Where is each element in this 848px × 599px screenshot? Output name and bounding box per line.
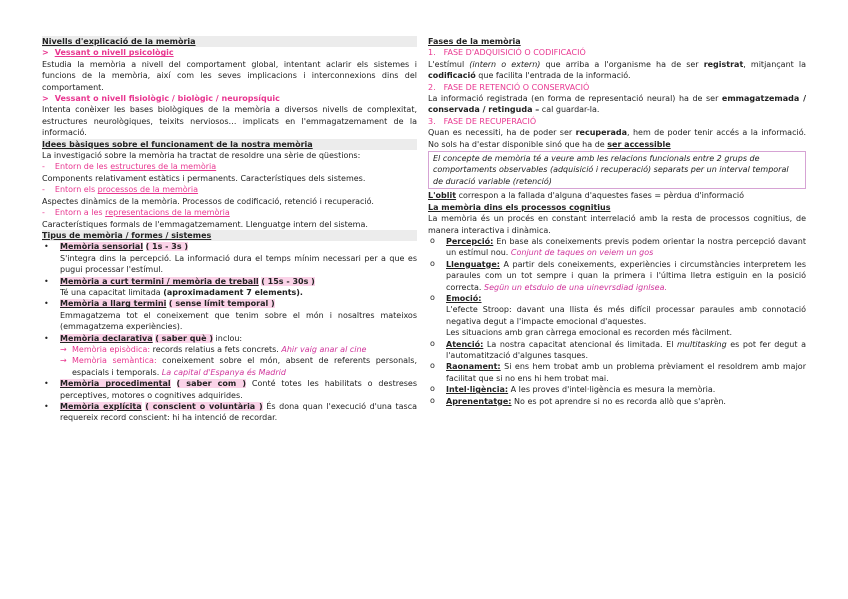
section-title-cognitive: La memòria dins els processos cognitius [428,202,611,212]
list-item-sensory: • Memòria sensorial ( 1s - 3s ) [42,241,417,252]
phase-2-heading: 2. FASE DE RETENCIÓ O CONSERVACIÓ [428,82,590,92]
list-item-semantic: → Memòria semàntica: coneixement sobre el món, absent de referents personals, espacials i temporals. La capital d'Espanya és Madrid [42,355,417,378]
paragraph-cognitive-intro: La memòria és un procés en constant interrelació amb la resta de processos cognitius, de manera interactiva i dinàmica. [428,214,806,235]
list-item-perception: o Percepció: En base als coneixements previs podem orientar la nostra percepció davant un estímul nou. Conjunt de taques on veiem un gos [428,236,806,259]
section-title-phases: Fases de la memòria [428,37,521,46]
question-representations: - Entorn a les representacions de la memòria [42,208,230,218]
arrow-icon: > [42,94,49,104]
list-item-long-term-text: Emmagatzema tot el coneixement que tenim sobre el món i nosaltres mateixos (emmagatzema experiències). [60,310,417,332]
phase-3-heading: 3. FASE DE RECUPERACIÓ [428,116,537,126]
phase-3-text: Quan es necessiti, ha de poder ser recuperada, hem de poder tenir accés a la informació. No sols ha d'estar disponible sinó que ha de ser accessible [428,128,807,149]
paragraph-basic-intro: La investigació sobre la memòria ha tractat de resoldre una sèrie de qüestions: [42,151,361,161]
phase-2-text: La informació registrada (en forma de representació neural) ha de ser emmagatzemada / conservada / retinguda – cal guardar-la. [428,94,806,115]
phase-1-heading: 1. FASE D'ADQUISICIÓ O CODIFICACIÓ [428,48,586,58]
list-item-short-term-text: Té una capacitat limitada (aproximadament 7 elements). [60,287,303,297]
arrow-icon: > [42,48,49,58]
list-item-intelligence: o Intel·ligència: A les proves d'intel·ligència es mesura la memòria. [428,384,806,395]
dash-icon: - [42,162,45,172]
list-item-emotion: o Emoció: [428,293,806,304]
paragraph-physiological: Intenta conèixer les bases biològiques de la memòria a diversos nivells de complexitat, estructures neurològiques, teixits nerviosos… implicats en l'emmagatzemament de la informació. [42,105,417,138]
list-item-learning: o Aprenentatge: No es pot aprendre si no es recorda allò que s'aprèn. [428,396,806,407]
list-item-language: o Llenguatge: A partir dels coneixements, experiències i circumstàncies interpretem les paraules com un tot sempre i quan la primera i l'última lletra estiguin en la posició correcta. Segün un etsduio de una uinevrsdiad ignlsea. [428,259,806,293]
section-title-basic-ideas: Idees bàsiques sobre el funcionament de la nostra memòria [42,139,417,150]
list-item-declarative: • Memòria declarativa ( saber què ) inclou: [42,333,417,344]
answer-processes: Aspectes dinàmics de la memòria. Processos de codificació, retenció i recuperació. [42,196,374,206]
cognitive-processes-list [428,236,806,407]
list-item-reasoning: o Raonament: Si ens hem trobat amb un problema prèviament el resoldrem amb major facilitat que si no ens hi hem trobat mai. [428,361,806,384]
list-item-sensory-text: S'integra dins la percepció. La informació dura el temps mínim necessari per a que es pugui processar l'estímul. [60,253,417,275]
subheading-psychological: > Vessant o nivell psicològic [42,48,174,58]
answer-representations: Característiques formals de l'emmagatzemament. Llenguatge intern del sistema. [42,219,368,229]
paragraph-psychological: Estudia la memòria a nivell del comportament global, intentant aclarir els sistemes i funcions de la memòria, així com les seves implicacions i interconnexions dins del comportament. [42,59,417,92]
list-item-episodic: → Memòria episòdica: records relatius a fets concrets. Ahir vaig anar al cine [42,344,417,355]
memory-types-list [42,241,417,424]
list-item-procedural: • Memòria procedimental ( saber com ) Conté totes les habilitats o destreses perceptives, motores o cognitives adquirides. [42,378,417,401]
answer-structures: Components relativament estàtics i permanents. Característiques dels sistemes. [42,173,366,183]
left-column [42,36,417,424]
question-processes: - Entorn els processos de la memòria [42,185,199,195]
list-item-short-term: • Memòria a curt termini / memòria de treball ( 15s - 30s ) [42,276,417,287]
list-item-explicit: • Memòria explícita ( conscient o voluntària ) És dona quan l'execució d'una tasca requereix record conscient: hi ha intenció de recordar. [42,401,417,424]
phase-1-text: L'estímul (intern o extern) que arriba a l'organisme ha de ser registrat, mitjançant la codificació que facilita l'entrada de la informació. [428,59,806,81]
right-column [428,36,806,407]
question-structures: - Entorn de les estructures de la memòria [42,162,217,172]
list-item-emotion-text: L'efecte Stroop: davant una llista és més difícil processar paraules amb connotació negativa degut a l'impacte emocional d'aquestes. Les situacions amb gran càrrega emocional es recorden més fàcilment. [446,305,806,338]
list-item-attention: o Atenció: La nostra capacitat atencional és limitada. El multitasking es pot fer degut a l'automatització d'algunes tasques. [428,339,806,362]
forgetting-text: L'oblit correspon a la fallada d'alguna d'aquestes fases = pèrdua d'informació [428,191,744,201]
subheading-physiological: > Vessant o nivell fisiològic / biològic / neuropsíquic [42,94,280,104]
concept-box: El concepte de memòria té a veure amb les relacions funcionals entre 2 grups de comportaments observables (adquisició i recuperació) separats per un interval temporal de duració variable (retenció) [428,151,806,189]
section-title-levels: Nivells d'explicació de la memòria [42,36,417,47]
list-item-long-term: • Memòria a llarg termini ( sense límit temporal ) [42,298,417,309]
dash-icon: - [42,208,45,218]
section-title-memory-types: Tipus de memòria / formes / sistemes [42,230,417,241]
dash-icon: - [42,185,45,195]
